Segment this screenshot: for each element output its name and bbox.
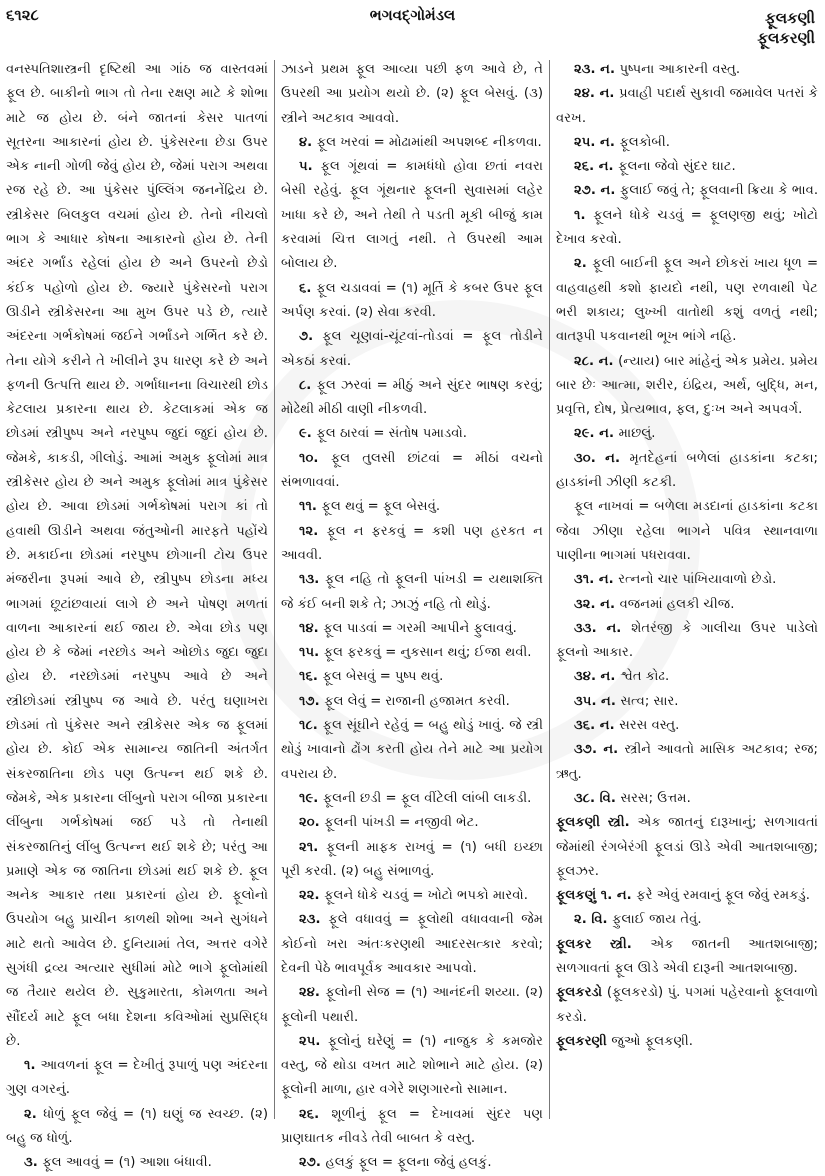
dictionary-headword-entry: [556, 933, 818, 982]
dictionary-entry: [281, 981, 543, 1030]
entry-lead: ૨૯. ન.: [574, 426, 619, 442]
entry-text: હલકું ફૂલ = ફૂલના જેવું હલકું.: [325, 1155, 492, 1171]
entry-lead: ૧૬.: [299, 669, 323, 685]
page-header: [0, 4, 825, 54]
dictionary-entry: [281, 641, 543, 665]
entry-lead: ૫.: [299, 159, 321, 175]
entry-lead: ૯.: [299, 426, 317, 442]
entry-text: ફૂલ ફરકવું = નુકસાન થવું; ઈજા થવી.: [323, 645, 532, 661]
column-3: [556, 58, 818, 1054]
dictionary-entry: [281, 1030, 543, 1103]
dictionary-entry: [281, 690, 543, 714]
entry-text: રત્નનો ચાર પાંખિયાવાળો છેડો.: [618, 572, 777, 588]
entry-lead: ૨૭. ન.: [574, 183, 620, 199]
dictionary-entry: [281, 447, 543, 496]
entry-text: વજનમાં હલકી ચીજ.: [619, 596, 735, 612]
dictionary-entry: [281, 58, 543, 131]
dictionary-entry: [556, 787, 818, 811]
entry-lead: ૩૬. ન.: [574, 718, 620, 734]
entry-lead: ૧૨.: [299, 523, 327, 539]
entry-lead: ૨૩.: [299, 912, 329, 928]
entry-text: ફૂલ ગૂંથવાં = કામધંધો હોવા છતાં નવરા બેસી રહેવું. ફૂલ ગૂંથનાર ફૂલની સુવાસમાં લહેર ખાધા કરે છે, અને તેથી તે પડતી મૂકી બીજું કામ કરવામાં ચિત્ત લાગતું નથી. તે ઉપરથી આમ બોલાય છે.: [281, 159, 543, 272]
entry-lead: ૧.: [24, 1058, 41, 1074]
entry-lead: ૨.: [574, 256, 593, 272]
dictionary-entry: [6, 1054, 268, 1103]
entry-text: પુષ્પના આકારની વસ્તુ.: [619, 62, 741, 77]
entry-text: ફરે એવું રમવાનું ફૂલ જેવું રમકડું.: [636, 888, 810, 904]
entry-lead: ૩૩. ન.: [574, 620, 632, 636]
entry-text: એક જાતની આતશબાજી; સળગાવતાં ફૂલ ઊડે એવી દારૂની આતશબાજી.: [556, 936, 818, 976]
entry-lead: ૭.: [299, 329, 323, 345]
column-1: [6, 58, 268, 1176]
dictionary-entry: [281, 1103, 543, 1152]
entry-text: ફૂલને ધોકે ચડવું = ખોટો ભપકો મારવો.: [324, 888, 528, 904]
entry-text: ફૂલ ખરવાં = મોઢામાંથી અપશબ્દ નીકળવા.: [316, 134, 542, 150]
entry-text: એક જાતનું દારૂખાનું; સળગાવતાં જેમાંથી રંગબેરંગી ફૂલડાં ઊડે એવી આતશબાજી; ફૂલઝર.: [556, 815, 819, 879]
entry-lead: ૧૧.: [299, 499, 322, 515]
entry-text: માછલું.: [618, 426, 656, 442]
dictionary-entry: [281, 714, 543, 787]
entry-text: સ્ત્રીને આવતો માસિક અટકાવ; રજ; ઋતુ.: [556, 742, 818, 782]
entry-lead: ૧૫.: [299, 645, 324, 661]
dictionary-entry: [281, 155, 543, 276]
entry-lead: ૪.: [299, 134, 317, 150]
page-number: ૬૧૨૮: [6, 6, 39, 24]
entry-lead: ૨૪.: [299, 985, 326, 1001]
entry-text: ફૂલને ધોકે ચડવું = ફૂલણજી થવું; ખોટો દેખાવ કરવો.: [556, 207, 818, 248]
running-title: ભગવદ્ગોમંડલ: [369, 6, 456, 24]
entry-text: ફૂલકોબી.: [619, 134, 670, 150]
entry-lead: ફૂલકણી સ્ત્રી.: [556, 815, 638, 831]
entry-lead: ૧૪.: [299, 620, 324, 636]
entry-lead: ૩૦. ન.: [574, 450, 630, 466]
entry-lead: ૧૩.: [299, 572, 326, 588]
dictionary-entry: [556, 82, 818, 131]
entry-lead: ૨૪. ન.: [574, 86, 620, 102]
dictionary-headword-entry: [556, 884, 818, 908]
entry-text: ફૂલ તુલસી છાંટવાં = મીઠાં વચનો સંભળાવવાં.: [281, 450, 543, 491]
entry-text: ફૂલ આવવું = (૧) આશા બંધાવી.: [42, 1155, 212, 1171]
dictionary-entry: [6, 1151, 268, 1175]
entry-text: ફુલાઈ જાય તેવું.: [612, 912, 702, 928]
dictionary-entry: [281, 277, 543, 326]
entry-lead: ૩.: [24, 1155, 43, 1171]
guide-word-last: ફૂલકરણી: [757, 29, 815, 47]
entry-text: ફૂલ ચડાવવાં = (૧) મૂર્તિ કે કબર ઉપર ફૂલ અર્પણ કરવાં. (૨) સેવા કરવી.: [281, 280, 543, 320]
dictionary-entry: [281, 884, 543, 908]
entry-text: ફૂલ લેવું = રાજાની હજામત કરવી.: [324, 693, 510, 709]
dictionary-entry: [281, 131, 543, 155]
entry-lead: ૨૩. ન.: [574, 62, 620, 77]
dictionary-entry: [556, 179, 818, 203]
dictionary-entry: [556, 593, 818, 617]
entry-text: ફૂલ ઝરવાં = મીઠું અને સુંદર ભાષણ કરવું; મોઢેથી મીઠી વાણી નીકળવી.: [281, 377, 543, 418]
entry-lead: ૮.: [299, 377, 317, 393]
entry-text: શ્વેત કોઢ.: [620, 669, 670, 685]
dictionary-entry: [556, 422, 818, 446]
dictionary-entry: [281, 520, 543, 569]
entry-lead: ૩૧. ન.: [574, 572, 619, 588]
entry-text: ફૂલ બેસવું = પુષ્પ થવું.: [322, 669, 444, 685]
dictionary-entry: [556, 58, 818, 82]
entry-lead: ૧૮.: [299, 718, 323, 734]
entry-text: ફૂલોની સેજ = (૧) આનંદની શય્યા. (૨) ફૂલોની પથારી.: [281, 985, 543, 1025]
dictionary-entry: [281, 1151, 543, 1175]
entry-text: આવળનાં ફૂલ = દેખીતું રૂપાળું પણ અંદરના ગુણ વગરનું.: [6, 1058, 268, 1098]
dictionary-entry: [556, 155, 818, 179]
entry-text: ફૂલ થવું = ફૂલ બેસવું.: [321, 499, 441, 515]
entry-text: ફૂલની માફક રાખવું = (૧) બધી ઇચ્છા પૂરી કરવી. (૨) બહુ સંભાળવું.: [281, 839, 543, 879]
dictionary-entry: [556, 204, 818, 253]
entry-lead: ફૂલકરણી: [556, 1033, 612, 1049]
entry-lead: ૬.: [299, 280, 317, 296]
entry-text: ફૂલની પાંખડી = નજીવી ભેટ.: [324, 815, 479, 831]
entry-lead: ૩૭. ન.: [574, 742, 625, 758]
dictionary-entry: [556, 617, 818, 666]
dictionary-entry: [556, 690, 818, 714]
dictionary-entry: [6, 1103, 268, 1152]
entry-text: ફૂલોનું ઘરેણું = (૧) નાજુક કે કમજોર વસ્તુ, જે થોડા વખત માટે શોભાને માટે હોય. (૨) ફૂલોની માળા, હાર વગેરે શણગારનો સામાન.: [281, 1033, 543, 1098]
entry-lead: ફૂલકર સ્ત્રી.: [556, 936, 651, 952]
entry-text: ફૂલ ચૂણવાં-ચૂંટવાં-તોડવાં = ફૂલ તોડીને એકઠાં કરવાં.: [281, 329, 543, 369]
entry-text: શેતરંજી કે ગાલીચા ઉપર પાડેલો ફૂલનો આકાર.: [556, 620, 818, 661]
entry-text: મૃતદેહનાં બળેલાં હાડકાંના કટકા; હાડકાંની ઝીણી કટકી.: [556, 450, 818, 491]
dictionary-entry: [281, 811, 543, 835]
dictionary-headword-entry: [556, 1030, 818, 1054]
entry-text: ફુલાઈ જવું તે; ફૂલવાની ક્રિયા કે ભાવ.: [619, 183, 819, 199]
entry-lead: ૩૪. ન.: [574, 669, 620, 685]
dictionary-entry: [281, 617, 543, 641]
dictionary-entry: [556, 447, 818, 496]
dictionary-entry: [556, 908, 818, 932]
dictionary-entry: [556, 665, 818, 689]
dictionary-entry: [281, 325, 543, 374]
dictionary-entry: [281, 665, 543, 689]
dictionary-entry: [556, 131, 818, 155]
entry-text: ફૂલ નહિ તો ફૂલની પાંખડી = યથાશક્તિ જે કંઈ બની શકે તે; ઝાઝું નહિ તો થોડું.: [281, 572, 543, 612]
entry-lead: ૨૨.: [299, 888, 325, 904]
entry-lead: ૧૭.: [299, 693, 325, 709]
entry-lead: ૧૯.: [299, 790, 323, 806]
entry-lead: ૨૮. ન.: [574, 353, 619, 369]
entry-text: પ્રવાહી પદાર્થ સુકાવી જમાવેલ પતરાં કે વરખ.: [556, 86, 818, 126]
column-divider: [274, 60, 275, 1119]
entry-lead: ૨૫. ન.: [574, 134, 620, 150]
dictionary-entry: [281, 374, 543, 423]
guide-word-first: ફૂલકણી: [764, 9, 815, 27]
entry-text: ફૂલ ન ફરકવું = કશી પણ હરકત ન આવવી.: [281, 523, 543, 563]
entry-lead: ૩૮. વિ.: [574, 790, 621, 806]
entry-lead: ૩૨. ન.: [574, 596, 620, 612]
dictionary-entry: [6, 58, 268, 1054]
entry-text: ફૂલે વધાવવું = ફૂલોથી વધાવવાની જેમ કોઈનો ખરા અંતઃકરણથી આદરસત્કાર કરવો; દેવની પેઠે ભાવપૂર્વક આવકાર આપવો.: [281, 912, 543, 976]
entry-text: શૂળીનું ફૂલ = દેખાવમાં સુંદર પણ પ્રાણઘાતક નીવડે તેવી બાબત કે વસ્તુ.: [281, 1106, 543, 1147]
dictionary-entry: [556, 568, 818, 592]
dictionary-entry: [281, 836, 543, 885]
dictionary-entry: [281, 908, 543, 981]
dictionary-entry: [281, 568, 543, 617]
entry-text: ફૂલી બાઈની ફૂલ અને છોકરાં ખાય ધૂળ = વાહવાહથી કશો ફાયદો નથી, પણ રળવાથી પેટ ભરી શકાય; લુખ્ખી વાતોથી કશું વળતું નથી; વાતરૂપી પકવાનથી ભૂખ ભાંગે નહિ.: [556, 256, 818, 345]
entry-lead: ૨૬. ન.: [574, 159, 619, 175]
entry-lead: ફૂલકણું ૧. ન.: [556, 888, 637, 904]
entry-lead: ફૂલકરડો: [556, 985, 607, 1001]
entry-lead: ૧૦.: [299, 450, 331, 466]
entry-lead: ૩૫. ન.: [574, 693, 621, 709]
entry-text: સત્વ; સાર.: [620, 693, 679, 709]
dictionary-entry: [556, 714, 818, 738]
entry-lead: ૨૦.: [299, 815, 325, 831]
entry-lead: ૧.: [574, 207, 594, 223]
guide-words: [757, 8, 815, 48]
dictionary-entry: [556, 350, 818, 423]
entry-text: ઝાડને પ્રથમ ફૂલ આવ્યા પછી ફળ આવે છે, તે ઉપરથી આ પ્રયોગ થયો છે. (૨) ફૂલ બેસવું. (૩) સ્ત્રીને અટકાવ આવવો.: [281, 62, 543, 126]
entry-text: ફૂલ સૂંઘીને રહેવું = બહુ થોડું ખાવું. જે સ્ત્રી થોડું ખાવાનો ઢોંગ કરતી હોય તેને માટે આ પ્રયોગ વપરાય છે.: [281, 718, 543, 782]
entry-lead: ૨૬.: [299, 1106, 332, 1122]
entry-text: સરસ; ઉત્તમ.: [620, 790, 691, 806]
dictionary-entry: [556, 738, 818, 787]
entry-text: ધોળું ફૂલ જેવું = (૧) ઘણું જ સ્વચ્છ. (૨) બહુ જ ધોળું.: [6, 1106, 268, 1147]
entry-text: જુઓ ફૂલકણી.: [611, 1033, 693, 1049]
column-2: [281, 58, 543, 1176]
dictionary-headword-entry: [556, 811, 818, 884]
entry-text: (ફૂલકરડો) પું. પગમાં પહેરવાનો ફૂલવાળો કરડો.: [556, 985, 818, 1025]
entry-text: ફૂલ નાખવાં = બળેલા મડદાનાં હાડકાંના કટકા જેવા ઝીણા રહેલા ભાગને પવિત્ર સ્થાનવાળા પાણીના ભાગમાં પધરાવવા.: [556, 499, 818, 563]
entry-lead: ૨. વિ.: [574, 912, 613, 928]
entry-lead: ૨.: [24, 1106, 44, 1122]
entry-text: (ન્યાય) બાર માંહેનું એક પ્રમેય. પ્રમેય બાર છેઃ આત્મા, શરીર, ઇંદ્રિય, અર્થ, બુદ્ધિ, મન, પ્રવૃત્તિ, દોષ, પ્રેત્યભાવ, ફલ, દુઃખ અને અપવર્ગ.: [556, 353, 818, 418]
entry-text: ફૂલના જેવો સુંદર ઘાટ.: [618, 159, 736, 175]
entry-lead: ૨૧.: [299, 839, 327, 855]
entry-text: વનસ્પતિશાસ્ત્રની દૃષ્ટિથી આ ગાંઠ જ વાસ્તવમાં ફૂલ છે. બાકીનો ભાગ તો તેના રક્ષણ માટે કે શોભા માટે જ હોય છે. બંને જાતનાં કેસર પાતળાં સૂતરના આકારનાં હોય છે. પુંકેસરના છેડા ઉપર એક નાની ગોળી જેવું હોય છે, જેમાં પરાગ અથવા રજ રહે છે. આ પુંકેસર પુંલ્લિંગ જનનેંદ્રિય છે. સ્ત્રીકેસર બિલકુલ વચમાં હોય છે. તેનો નીચલો ભાગ કે આધાર કોષના આકારનો હોય છે. તેની અંદર ગર્ભાંડ રહેલાં હોય છે અને ઉપરનો છેડો કંઈક પહોળો હોય છે. જ્યારે પુંકેસરનો પરાગ ઊડીને સ્ત્રીકેસરના આ મુખ ઉપર પડે છે, ત્યારે અંદરના ગર્ભકોષમાં જઈને ગર્ભાંડને ગર્ભિત કરે છે. તેના યોગે કરીને તે ખીલીને રૂપ ધારણ કરે છે અને ફળની ઉત્પત્તિ થાય છે. ગર્ભાધાનના વિચારથી છોડ કેટલાય પ્રકારના થાય છે. કેટલાકમાં એક જ છોડમાં સ્ત્રીપુષ્પ અને નરપુષ્પ જુદાં જુદાં હોય છે. જેમકે, કાકડી, ગીલોડું. આમાં અમુક ફૂલોમાં માત્ર સ્ત્રીકેસર હોય છે અને અમુક ફૂલોમાં માત્ર પુંકેસર હોય છે. આવા છોડમાં ગર્ભકોષમાં પરાગ કાં તો હવાથી ઊડીને અથવા જંતુઓની મારફતે પહોંચે છે. મકાઈના છોડમાં નરપુષ્પ છોગાની ટોચ ઉપર મંજરીના રૂપમાં આવે છે, સ્ત્રીપુષ્પ છોડના મધ્ય ભાગમાં છૂટાંછવાયાં લાગે છે અને પોષણ મળતાં વાળના આકારનાં થઈ જાય છે. એવા છોડ પણ હોય છે કે જેમાં નરછોડ અને ઓછોડ જુદા જુદા હોય છે. નરછોડમાં નરપુષ્પ આવે છે અને સ્ત્રીછોડમાં સ્ત્રીપુષ્પ જ આવે છે. પરંતુ ઘણાખરા છોડમાં તો પુંકેસર અને સ્ત્રીકેસર એક જ ફૂલમાં હોય છે. કોઈ એક સામાન્ય જાતિની અંતર્ગત સંકરજાતિના છોડ પણ ઉત્પન્ન થઈ શકે છે. જેમકે, એક પ્રકારના લીંબુનો પરાગ બીજા પ્રકારના લીંબુના ગર્ભકોષમાં જઈ પડે તો તેનાથી સંકરજાતિનું લીંબુ ઉત્પન્ન થઈ શકે છે; પરંતુ આ પ્રમાણે એક જ જાતિના છોડમાં થઈ શકે છે. ફૂલ અનેક આકાર તથા પ્રકારનાં હોય છે. ફૂલોનો ઉપયોગ બહુ પ્રાચીન કાળથી શોભા અને સુગંધને માટે થતો આવેલ છે. દુનિયામાં તેલ, અત્તર વગેરે સુગંધી દ્રવ્ય અત્યાર સુધીમાં મોટે ભાગે ફૂલોમાંથી જ તૈયાર થયેલ છે. સુકુમારતા, કોમળતા અને સૌંદર્ય માટે ફૂલ બધા દેશના કવિઓમાં સુપ્રસિદ્ધ છે.: [6, 62, 268, 1049]
entry-lead: ૨૭.: [299, 1155, 326, 1171]
dictionary-entry: [281, 422, 543, 446]
entry-text: ફૂલ પાડવાં = ગરમી આપીને ફુલાવવું.: [323, 620, 517, 636]
dictionary-entry: [281, 787, 543, 811]
dictionary-entry: [556, 495, 818, 568]
entry-text: ફૂલની છડી = ફૂલ વીંટેલી લાંબી લાકડી.: [322, 790, 532, 806]
dictionary-entry: [281, 495, 543, 519]
dictionary-entry: [556, 252, 818, 349]
entry-text: ફૂલ ઠારવાં = સંતોષ પમાડવો.: [316, 426, 467, 442]
entry-text: સરસ વસ્તુ.: [619, 718, 680, 734]
dictionary-headword-entry: [556, 981, 818, 1030]
column-divider: [549, 60, 550, 1119]
entry-lead: ૨૫.: [299, 1033, 328, 1049]
